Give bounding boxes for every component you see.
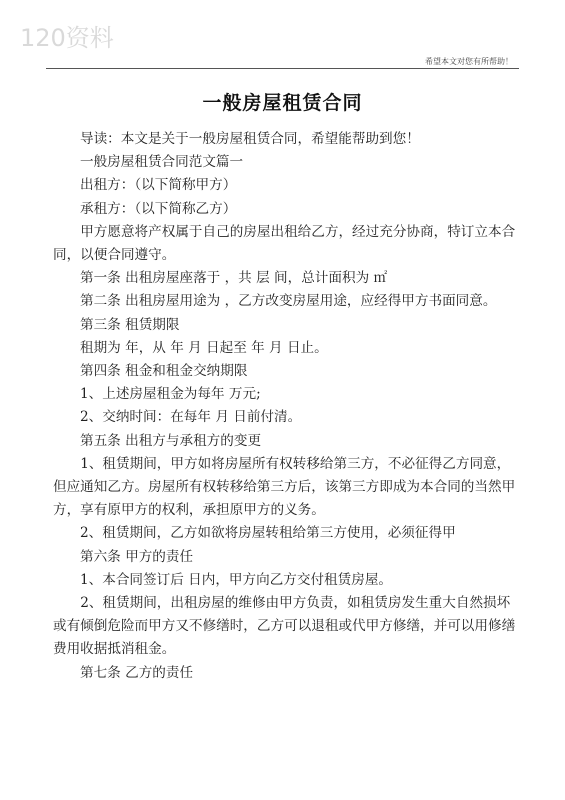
article-6-clause-2: 2、租赁期间，出租房屋的维修由甲方负责，如租赁房发生重大自然损坏或有倾倒危险而甲方又不修缮时，乙方可以退租或代甲方修缮，并可以用修缮费用收据抵消租金。	[53, 595, 516, 658]
watermark-logo: 120资料	[20, 24, 114, 52]
document-body	[53, 128, 518, 685]
lessor-line: 出租方：（以下简称甲方）	[80, 177, 237, 194]
lease-term-line: 租期为 年，从 年 月 日起至 年 月 日止。	[80, 339, 328, 356]
article-3-heading: 第三条 租赁期限	[80, 316, 180, 333]
article-6-heading: 第六条 甲方的责任	[80, 548, 194, 565]
intro-line: 导读：本文是关于一般房屋租赁合同，希望能帮助到您！	[80, 131, 420, 147]
sample-heading: 一般房屋租赁合同范文篇一	[80, 154, 244, 171]
article-6-clause-1: 1、本合同签订后 日内，甲方向乙方交付租赁房屋。	[80, 571, 393, 588]
preamble-paragraph: 甲方愿意将产权属于自己的房屋出租给乙方，经过充分协商，特订立本合同，以便合同遵守。	[53, 223, 516, 264]
article-2: 第二条 出租房屋用途为 ，乙方改变房屋用途，应经得甲方书面同意。	[80, 293, 497, 310]
article-5-clause-1: 1、租赁期间，甲方如将房屋所有权转移给第三方，不必征得乙方同意，但应通知乙方。房屋所有权转移给第三方后，该第三方即成为本合同的当然甲方，享有原甲方的权利，承担原甲方的义务。	[53, 455, 516, 519]
payment-time-line: 2、交纳时间：在每年 月 日前付清。	[80, 409, 302, 426]
article-5-clause-2: 2、租赁期间，乙方如欲将房屋转租给第三方使用，必须征得甲	[80, 525, 456, 542]
article-1: 第一条 出租房屋座落于 ，共 层 间，总计面积为 ㎡	[80, 270, 388, 287]
document-title: 一般房屋租赁合同	[202, 92, 363, 114]
article-7-heading: 第七条 乙方的责任	[80, 664, 194, 681]
article-5-heading: 第五条 出租方与承租方的变更	[80, 432, 262, 449]
article-4-heading: 第四条 租金和租金交纳期限	[80, 363, 248, 380]
header-note: 希望本文对您有所帮助！	[425, 57, 513, 66]
rent-amount-line: 1、上述房屋租金为每年 万元;	[80, 386, 261, 403]
lessee-line: 承租方：（以下简称乙方）	[80, 200, 237, 217]
header-divider	[46, 68, 519, 69]
